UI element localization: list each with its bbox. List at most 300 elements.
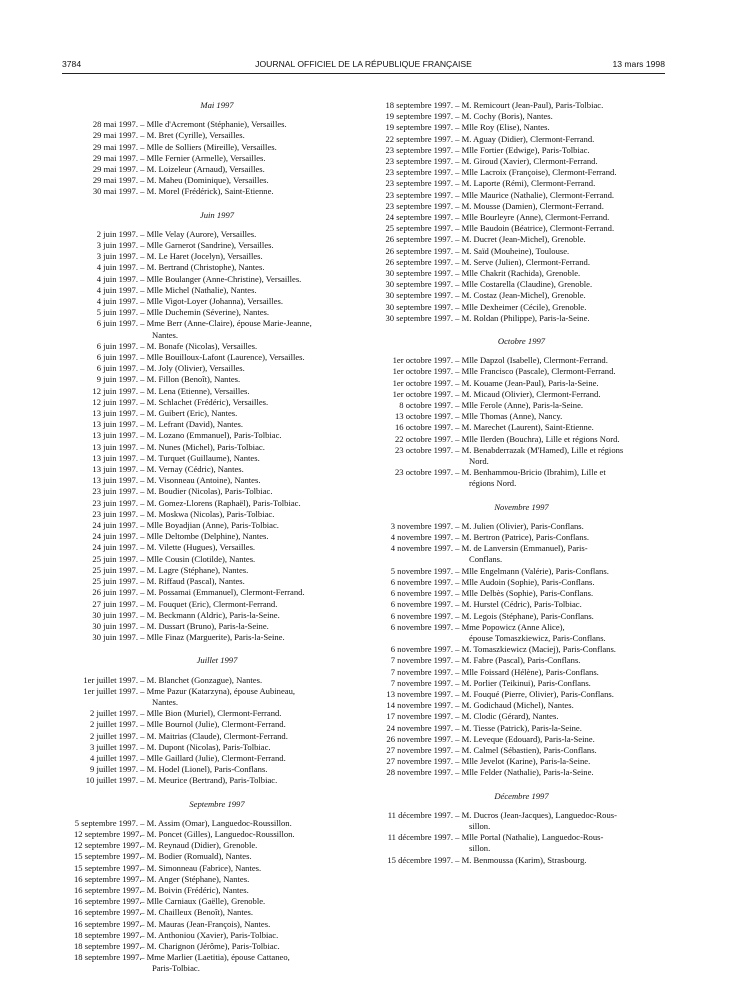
decision-entry xyxy=(74,498,360,509)
decision-entry xyxy=(74,142,360,153)
entry-text: – M. Serve (Julien), Clermont-Ferrand. xyxy=(453,256,590,267)
entry-continuation: Conflans. xyxy=(469,554,503,565)
entry-date: 16 septembre 1997. xyxy=(74,884,142,895)
entry-text: – Mlle Bourleyre (Anne), Clermont-Ferrand. xyxy=(453,212,610,223)
entry-date: 6 juin 1997. xyxy=(96,340,138,351)
decision-entry xyxy=(74,599,360,610)
entry-text: – Mlle Michel (Nathalie), Nantes. xyxy=(138,284,257,295)
entry-text: – M. Micaud (Olivier), Clermont-Ferrand. xyxy=(453,388,601,399)
decision-entry xyxy=(377,313,666,324)
entry-text: – M. Lozano (Emmanuel), Paris-Tolbiac. xyxy=(138,430,282,441)
entry-date: 6 novembre 1997. xyxy=(390,599,453,610)
entry-date: 14 novembre 1997. xyxy=(386,700,453,711)
entry-date: 29 mai 1997. xyxy=(92,130,138,141)
issue-date: 13 mars 1998 xyxy=(612,59,665,69)
entry-text: – M. Benabderrazak (M'Hamed), Lille et régions xyxy=(453,444,624,455)
decision-entry xyxy=(74,708,360,719)
entry-text: – M. Bonafe (Nicolas), Versailles. xyxy=(138,340,258,351)
decision-entry xyxy=(74,341,360,352)
decision-entry xyxy=(74,229,360,240)
entry-date: 16 septembre 1997. xyxy=(74,896,142,907)
entry-text: – M. Mousse (Damien), Clermont-Ferrand. xyxy=(453,200,604,211)
entry-date: 23 septembre 1997. xyxy=(385,167,453,178)
entry-continuation: sillon. xyxy=(469,843,491,854)
entry-date: 3 juin 1997. xyxy=(96,240,138,250)
entry-date: 6 juin 1997. xyxy=(96,318,138,329)
decision-entry xyxy=(377,422,666,433)
entry-date: 30 mai 1997. xyxy=(92,186,138,197)
entry-date: 25 septembre 1997. xyxy=(385,223,453,234)
entry-date: 4 juin 1997. xyxy=(96,273,138,284)
entry-date: 15 décembre 1997. xyxy=(387,854,453,865)
entry-text: – M. Lena (Etienne), Versailles. xyxy=(138,385,250,396)
entry-text: – M. Laporte (Rémi), Clermont-Ferrand. xyxy=(453,178,596,189)
entry-date: 25 juin 1997. xyxy=(92,553,138,564)
decision-entry xyxy=(74,719,360,730)
entry-date: 5 novembre 1997. xyxy=(390,565,453,576)
decision-entry xyxy=(377,302,666,313)
entry-date: 4 juillet 1997. xyxy=(90,752,138,763)
entry-date: 1er juillet 1997. xyxy=(83,674,138,685)
right-column xyxy=(377,100,666,866)
decision-entry xyxy=(377,279,666,290)
entry-text: – M. Vilette (Hugues), Versailles. xyxy=(138,542,256,553)
entry-date: 23 octobre 1997. xyxy=(395,467,453,478)
entry-date: 13 juin 1997. xyxy=(92,452,138,463)
decision-entry xyxy=(74,554,360,565)
decision-entry xyxy=(377,134,666,145)
entry-date: 19 septembre 1997. xyxy=(385,111,453,122)
entry-date: 23 septembre 1997. xyxy=(385,189,453,200)
entry-text: – M. Benhammou-Bricio (Ibrahim), Lille et xyxy=(453,467,606,478)
entry-text: – M. Reynaud (Didier), Grenoble. xyxy=(138,840,258,851)
entry-text: – M. Aguay (Didier), Clermont-Ferrand. xyxy=(453,133,595,144)
decision-entry xyxy=(377,734,666,745)
decision-entry xyxy=(74,419,360,430)
entry-text: – Mlle Delbès (Sophie), Paris-Conflans. xyxy=(453,588,594,599)
section-title: Juillet 1997 xyxy=(196,655,238,666)
entry-date: 25 juin 1997. xyxy=(92,576,138,587)
entry-date: 1er octobre 1997. xyxy=(392,355,453,366)
page-number: 3784 xyxy=(62,59,82,69)
decision-entry xyxy=(74,296,360,307)
entry-text: – Mlle Ilerden (Bouchra), Lille et régions Nord. xyxy=(453,433,620,444)
entry-text: – M. Remicourt (Jean-Paul), Paris-Tolbiac. xyxy=(453,100,604,110)
entry-continuation: Nord. xyxy=(469,456,489,467)
entry-text: – M. Calmel (Sébastien), Paris-Conflans. xyxy=(453,744,597,755)
decision-entry xyxy=(74,565,360,576)
entry-date: 13 novembre 1997. xyxy=(386,688,453,699)
decision-entry xyxy=(74,318,360,340)
decision-entry xyxy=(377,122,666,133)
entry-text: – Mlle Ferole (Anne), Paris-la-Seine. xyxy=(453,400,584,411)
entry-text: – M. Fillon (Benoît), Nantes. xyxy=(138,374,241,385)
decision-entry xyxy=(377,201,666,212)
entry-text: – M. Boudier (Nicolas), Paris-Tolbiac. xyxy=(138,486,273,497)
entry-text: – M. Maheu (Dominique), Versailles. xyxy=(138,175,269,186)
entry-text: – M. Cochy (Boris), Nantes. xyxy=(453,111,553,122)
entry-date: 13 juin 1997. xyxy=(92,430,138,441)
entry-text: – Mlle Fernier (Armelle), Versailles. xyxy=(138,152,266,163)
entry-text: – M. Bertron (Patrice), Paris-Conflans. xyxy=(453,532,590,543)
entry-date: 16 octobre 1997. xyxy=(395,422,453,433)
entry-continuation: Paris-Tolbiac. xyxy=(152,963,200,974)
decision-entry xyxy=(74,307,360,318)
entry-date: 4 juin 1997. xyxy=(96,262,138,273)
decision-entry xyxy=(74,408,360,419)
decision-entry xyxy=(377,156,666,167)
entry-text: – M. Kouame (Jean-Paul), Paris-la-Seine. xyxy=(453,377,599,388)
decision-entry xyxy=(377,411,666,422)
entry-date: 28 mai 1997. xyxy=(92,119,138,130)
entry-date: 24 novembre 1997. xyxy=(386,722,453,733)
decision-entry xyxy=(74,274,360,285)
entry-text: – Mlle Thomas (Anne), Nancy. xyxy=(453,411,563,422)
decision-entry xyxy=(377,467,666,489)
entry-text: – M. Dussart (Bruno), Paris-la-Seine. xyxy=(138,620,269,631)
entry-date: 7 novembre 1997. xyxy=(390,655,453,666)
decision-entry xyxy=(377,246,666,257)
entry-date: 23 juin 1997. xyxy=(92,497,138,508)
decision-entry xyxy=(74,686,360,708)
entry-continuation: régions Nord. xyxy=(469,478,517,489)
entry-text: – Mme Pazur (Katarzyna), épouse Aubineau, xyxy=(138,685,296,696)
decision-entry xyxy=(74,386,360,397)
entry-text: – Mlle Boyadjian (Anne), Paris-Tolbiac. xyxy=(138,520,279,531)
decision-entry xyxy=(74,442,360,453)
entry-text: – M. Bret (Cyrille), Versailles. xyxy=(138,130,245,141)
entry-date: 6 novembre 1997. xyxy=(390,576,453,587)
decision-entry xyxy=(74,520,360,531)
decision-entry xyxy=(74,531,360,542)
entry-text: – M. Leveque (Edouard), Paris-la-Seine. xyxy=(453,733,595,744)
decision-entry xyxy=(377,577,666,588)
decision-entry xyxy=(377,655,666,666)
entry-date: 12 juin 1997. xyxy=(92,396,138,407)
decision-entry xyxy=(74,576,360,587)
decision-entry xyxy=(74,885,360,896)
entry-date: 23 septembre 1997. xyxy=(385,200,453,211)
entry-text: – Mlle Bournol (Julie), Clermont-Ferrand. xyxy=(138,719,286,730)
entry-text: – M. Turquet (Guillaume), Nantes. xyxy=(138,452,260,463)
decision-entry xyxy=(74,509,360,520)
entry-text: – M. Charignon (Jérôme), Paris-Tolbiac. xyxy=(138,940,280,951)
section-title: Novembre 1997 xyxy=(494,501,549,512)
entry-text: – Mlle Gaillard (Julie), Clermont-Ferrand. xyxy=(138,752,286,763)
decision-entry xyxy=(74,753,360,764)
entry-date: 13 octobre 1997. xyxy=(395,411,453,422)
entry-text: – Mlle Chakrit (Rachida), Grenoble. xyxy=(453,268,581,279)
entry-date: 18 septembre 1997. xyxy=(74,929,142,940)
entry-date: 4 juin 1997. xyxy=(96,284,138,295)
decision-entry xyxy=(377,745,666,756)
decision-entry xyxy=(74,775,360,786)
page-header xyxy=(62,59,665,73)
entry-date: 23 juin 1997. xyxy=(92,486,138,497)
entry-text: – M. Le Haret (Jocelyn), Versailles. xyxy=(138,251,263,262)
entry-date: 2 juillet 1997. xyxy=(90,730,138,741)
decision-entry xyxy=(377,100,666,111)
decision-entry xyxy=(377,400,666,411)
entry-date: 26 septembre 1997. xyxy=(385,234,453,245)
decision-entry xyxy=(377,111,666,122)
entry-date: 19 septembre 1997. xyxy=(385,122,453,133)
entry-text: – M. Hodel (Lionel), Paris-Conflans. xyxy=(138,764,268,775)
decision-entry xyxy=(74,363,360,374)
section-title: Juin 1997 xyxy=(199,209,235,220)
entry-text: – Mlle Foissard (Hélène), Paris-Conflans. xyxy=(453,666,599,677)
entry-text: – M. Dupont (Nicolas), Paris-Tolbiac. xyxy=(138,741,271,752)
decision-entry xyxy=(377,178,666,189)
entry-text: – M. Fouquet (Eric), Clermont-Ferrand. xyxy=(138,598,278,609)
entry-text: – M. Schlachet (Frédéric), Versailles. xyxy=(138,396,269,407)
entry-continuation: épouse Tomaszkiewicz, Paris-Conflans. xyxy=(469,632,606,643)
entry-text: – Mlle Felder (Nathalie), Paris-la-Seine. xyxy=(453,767,594,778)
entry-date: 13 juin 1997. xyxy=(92,475,138,486)
entry-date: 30 septembre 1997. xyxy=(385,312,453,323)
entry-text: – Mlle Audoin (Sophie), Paris-Conflans. xyxy=(453,576,595,587)
entry-text: – M. Fouqué (Pierre, Olivier), Paris-Conflans. xyxy=(453,688,614,699)
entry-text: – M. Nunes (Michel), Paris-Tolbiac. xyxy=(138,441,265,452)
entry-date: 3 juillet 1997. xyxy=(90,741,138,752)
entry-text: – Mlle Baudoin (Béatrice), Clermont-Ferrand. xyxy=(453,223,615,234)
entry-date: 24 juin 1997. xyxy=(92,531,138,542)
entry-text: – Mlle Fortier (Edwige), Paris-Tolbiac. xyxy=(453,144,590,155)
entry-date: 22 octobre 1997. xyxy=(395,433,453,444)
entry-text: – Mlle Maurice (Nathalie), Clermont-Ferrand. xyxy=(453,189,615,200)
entry-text: – M. Bertrand (Christophe), Nantes. xyxy=(138,262,265,273)
entry-text: – M. Saïd (Mouheine), Toulouse. xyxy=(453,245,570,256)
entry-date: 6 juin 1997. xyxy=(96,352,138,363)
entry-date: 7 novembre 1997. xyxy=(390,677,453,688)
entry-date: 10 juillet 1997. xyxy=(85,775,138,786)
entry-date: 12 septembre 1997. xyxy=(74,828,142,839)
entry-text: – M. Tiesse (Patrick), Paris-la-Seine. xyxy=(453,722,582,733)
entry-date: 3 novembre 1997. xyxy=(390,520,453,531)
entry-date: 1er octobre 1997. xyxy=(392,366,453,377)
entry-text: – Mlle Carniaux (Gaëlle), Grenoble. xyxy=(138,896,266,907)
entry-text: – Mlle Jevelot (Karine), Paris-la-Seine. xyxy=(453,756,591,767)
decision-entry xyxy=(74,374,360,385)
entry-date: 23 juin 1997. xyxy=(92,508,138,519)
decision-entry xyxy=(377,268,666,279)
entry-text: – M. Anger (Stéphane), Nantes. xyxy=(138,873,250,884)
entry-date: 1er octobre 1997. xyxy=(392,377,453,388)
entry-date: 29 mai 1997. xyxy=(92,175,138,186)
entry-text: – M. Lagre (Stéphane), Nantes. xyxy=(138,564,249,575)
entry-date: 30 juin 1997. xyxy=(92,620,138,631)
entry-date: 15 septembre 1997. xyxy=(74,851,142,862)
decision-entry xyxy=(74,829,360,840)
decision-entry xyxy=(377,588,666,599)
entry-text: – M. Visonneau (Antoine), Nantes. xyxy=(138,475,261,486)
entry-text: – Mlle de Solliers (Mireille), Versailles. xyxy=(138,141,277,152)
entry-text: – M. Meurice (Bertrand), Paris-Tolbiac. xyxy=(138,775,278,786)
decision-entry xyxy=(74,240,360,251)
entry-date: 13 juin 1997. xyxy=(92,441,138,452)
left-column xyxy=(74,100,360,975)
entry-text: – M. Blanchet (Gonzague), Nantes. xyxy=(138,674,263,685)
entry-date: 27 novembre 1997. xyxy=(386,756,453,767)
entry-date: 16 septembre 1997. xyxy=(74,918,142,929)
decision-entry xyxy=(74,818,360,829)
decision-entry xyxy=(377,756,666,767)
entry-text: – Mlle Dexheimer (Cécile), Grenoble. xyxy=(453,301,587,312)
entry-text: – Mlle Finaz (Marguerite), Paris-la-Seine. xyxy=(138,632,285,643)
decision-entry xyxy=(377,290,666,301)
decision-entry xyxy=(377,711,666,722)
decision-entry xyxy=(74,175,360,186)
entry-date: 24 septembre 1997. xyxy=(385,212,453,223)
entry-date: 30 juin 1997. xyxy=(92,632,138,643)
decision-entry xyxy=(74,863,360,874)
decision-entry xyxy=(74,675,360,686)
entry-text: – M. Morel (Frédérick), Saint-Etienne. xyxy=(138,186,274,197)
decision-entry xyxy=(377,622,666,644)
entry-date: 23 octobre 1997. xyxy=(395,444,453,455)
entry-date: 25 juin 1997. xyxy=(92,564,138,575)
entry-date: 30 septembre 1997. xyxy=(385,301,453,312)
entry-text: – M. Benmoussa (Karim), Strasbourg. xyxy=(453,854,587,865)
decision-entry xyxy=(377,767,666,778)
entry-text: – M. Hurstel (Cédric), Paris-Tolbiac. xyxy=(453,599,582,610)
decision-entry xyxy=(377,366,666,377)
section-title: Mai 1997 xyxy=(200,100,234,110)
entry-date: 23 septembre 1997. xyxy=(385,178,453,189)
entry-text: – M. Maitrias (Claude), Clermont-Ferrand. xyxy=(138,730,288,741)
entry-date: 30 juin 1997. xyxy=(92,609,138,620)
decision-entry xyxy=(74,262,360,273)
entry-date: 30 septembre 1997. xyxy=(385,279,453,290)
decision-entry xyxy=(377,389,666,400)
decision-entry xyxy=(377,855,666,866)
entry-text: – Mme Berr (Anne-Claire), épouse Marie-Jeanne, xyxy=(138,318,312,329)
decision-entry xyxy=(74,610,360,621)
entry-text: – M. Fabre (Pascal), Paris-Conflans. xyxy=(453,655,581,666)
entry-text: – M. Vernay (Cédric), Nantes. xyxy=(138,464,244,475)
entry-date: 28 novembre 1997. xyxy=(386,767,453,778)
entry-text: – M. Guibert (Eric), Nantes. xyxy=(138,408,238,419)
entry-date: 5 juin 1997. xyxy=(96,307,138,318)
entry-date: 6 novembre 1997. xyxy=(390,610,453,621)
entry-text: – M. Poncet (Gilles), Languedoc-Roussillon. xyxy=(138,828,295,839)
decision-entry xyxy=(74,896,360,907)
entry-text: – M. Ducret (Jean-Michel), Grenoble. xyxy=(453,234,586,245)
entry-date: 16 septembre 1997. xyxy=(74,873,142,884)
decision-entry xyxy=(74,352,360,363)
entry-text: – M. Simonneau (Fabrice), Nantes. xyxy=(138,862,262,873)
entry-date: 26 juin 1997. xyxy=(92,587,138,598)
entry-date: 16 septembre 1997. xyxy=(74,907,142,918)
decision-entry xyxy=(74,907,360,918)
entry-date: 12 juin 1997. xyxy=(92,385,138,396)
entry-date: 24 juin 1997. xyxy=(92,520,138,531)
entry-date: 29 mai 1997. xyxy=(92,164,138,174)
decision-entry xyxy=(74,930,360,941)
decision-entry xyxy=(377,566,666,577)
entry-date: 9 juin 1997. xyxy=(96,374,138,385)
entry-text: – Mlle Dapzol (Isabelle), Clermont-Ferrand. xyxy=(453,355,608,366)
section-title: Octobre 1997 xyxy=(497,336,546,347)
decision-entry xyxy=(377,667,666,678)
decision-entry xyxy=(74,542,360,553)
entry-text: – M. de Lanversin (Emmanuel), Paris- xyxy=(453,543,588,554)
decision-entry xyxy=(377,378,666,389)
entry-text: – M. Marechet (Laurent), Saint-Etienne. xyxy=(453,422,594,433)
entry-text: – M. Gomez-Llorens (Raphaël), Paris-Tolbiac. xyxy=(138,497,301,508)
decision-entry xyxy=(74,941,360,952)
entry-text: – M. Lefrant (David), Nantes. xyxy=(138,419,244,430)
decision-entry xyxy=(377,355,666,366)
decision-entry xyxy=(74,632,360,643)
journal-title: JOURNAL OFFICIEL DE LA RÉPUBLIQUE FRANÇAISE xyxy=(255,59,472,69)
entry-text: – M. Godichaud (Michel), Nantes. xyxy=(453,700,574,711)
entry-date: 4 novembre 1997. xyxy=(390,543,453,554)
entry-continuation: sillon. xyxy=(469,820,491,831)
decision-entry xyxy=(74,874,360,885)
entry-text: – Mlle d'Acremont (Stéphanie), Versailles. xyxy=(138,119,287,130)
decision-entry xyxy=(377,223,666,234)
entry-text: – M. Possamai (Emmanuel), Clermont-Ferrand. xyxy=(138,587,305,598)
decision-entry xyxy=(377,234,666,245)
decision-entry xyxy=(377,212,666,223)
decision-entry xyxy=(377,723,666,734)
header-rule xyxy=(62,73,665,74)
entry-date: 23 septembre 1997. xyxy=(385,144,453,155)
entry-date: 4 novembre 1997. xyxy=(390,532,453,543)
decision-entry xyxy=(377,644,666,655)
entry-date: 13 juin 1997. xyxy=(92,464,138,475)
entry-continuation: Nantes. xyxy=(152,329,179,340)
section-title: Décembre 1997 xyxy=(494,790,549,801)
entry-date: 26 novembre 1997. xyxy=(386,733,453,744)
decision-entry xyxy=(377,599,666,610)
entry-text: – Mlle Vigot-Loyer (Johanna), Versailles. xyxy=(138,296,283,307)
decision-entry xyxy=(377,445,666,467)
entry-date: 6 juin 1997. xyxy=(96,363,138,374)
entry-text: – Mlle Velay (Aurore), Versailles. xyxy=(138,228,257,239)
entry-date: 18 septembre 1997. xyxy=(385,100,453,110)
decision-entry xyxy=(74,587,360,598)
decision-entry xyxy=(377,543,666,565)
entry-date: 2 juin 1997. xyxy=(96,228,138,239)
decision-entry xyxy=(74,851,360,862)
decision-entry xyxy=(74,919,360,930)
entry-date: 9 juillet 1997. xyxy=(90,764,138,775)
entry-text: – M. Costaz (Jean-Michel), Grenoble. xyxy=(453,290,586,301)
entry-text: – M. Loizeleur (Arnaud), Versailles. xyxy=(138,164,265,174)
entry-text: – M. Moskwa (Nicolas), Paris-Tolbiac. xyxy=(138,508,275,519)
entry-text: – Mlle Bouilloux-Lafont (Laurence), Versailles. xyxy=(138,352,305,363)
decision-entry xyxy=(74,475,360,486)
entry-date: 27 novembre 1997. xyxy=(386,744,453,755)
entry-date: 22 septembre 1997. xyxy=(385,133,453,144)
decision-entry xyxy=(74,285,360,296)
entry-date: 6 novembre 1997. xyxy=(390,588,453,599)
entry-text: – Mlle Duchemin (Séverine), Nantes. xyxy=(138,307,270,318)
entry-text: – M. Assim (Omar), Languedoc-Roussillon. xyxy=(138,817,292,828)
entry-date: 5 septembre 1997. xyxy=(74,817,138,828)
entry-text: – Mlle Engelmann (Valérie), Paris-Conflans. xyxy=(453,565,609,576)
decision-entry xyxy=(74,486,360,497)
entry-date: 23 septembre 1997. xyxy=(385,156,453,167)
entry-date: 30 septembre 1997. xyxy=(385,268,453,279)
decision-entry xyxy=(377,190,666,201)
entry-text: – M. Roldan (Philippe), Paris-la-Seine. xyxy=(453,312,590,323)
entry-text: – Mlle Bion (Muriel), Clermont-Ferrand. xyxy=(138,708,282,719)
entry-date: 6 novembre 1997. xyxy=(390,644,453,655)
entry-date: 12 septembre 1997. xyxy=(74,840,142,851)
